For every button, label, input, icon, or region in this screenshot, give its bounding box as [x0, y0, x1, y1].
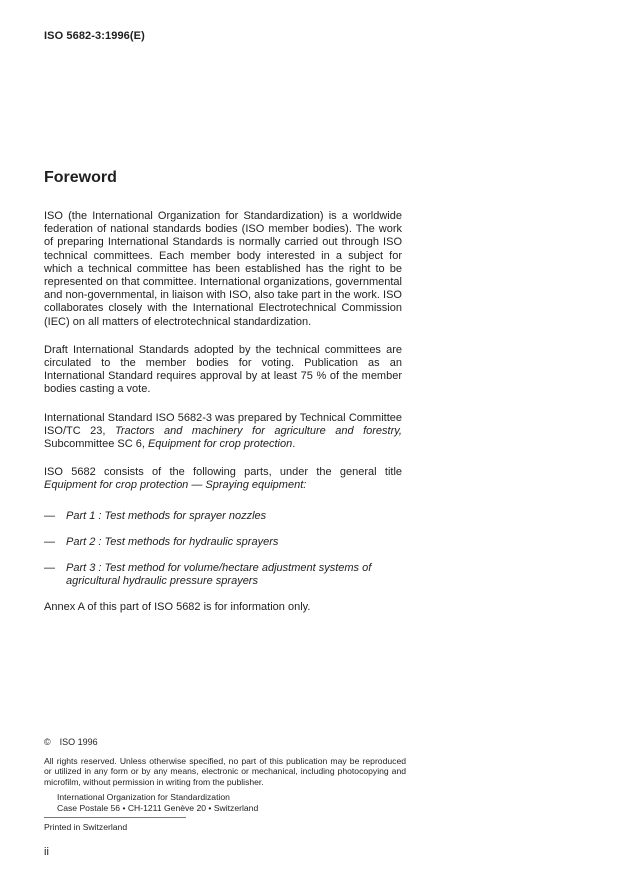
text-run-italic: Tractors and machinery for agriculture and forestry,	[114, 424, 402, 437]
foreword-title: Foreword	[44, 169, 117, 186]
text-run-italic: Equipment for crop protection	[147, 438, 293, 451]
text-run: .	[292, 438, 296, 451]
annex-note: Annex A of this part of ISO 5682 is for information only.	[44, 601, 311, 614]
paragraph-draft-standards: Draft International Standards adopted by the technical committees are circulated to the member bodies for voting. Publication as an International Standard requires approval by at least 75 % of the member bodies casting a vote.	[44, 343, 402, 396]
publisher-name: International Organization for Standardization	[57, 792, 230, 803]
parts-list	[44, 510, 402, 589]
text-run: ISO 5682 consists of the following parts, under the general title	[44, 466, 402, 479]
copyright-text: ISO 1996	[59, 737, 98, 747]
page-footer	[44, 737, 406, 832]
printed-in-line: Printed in Switzerland	[44, 821, 128, 832]
publisher-block	[44, 792, 406, 813]
paragraph-committee	[44, 412, 402, 452]
footer-divider	[44, 817, 186, 818]
list-item-text: Part 1 : Test methods for sprayer nozzles	[66, 509, 267, 522]
copyright-icon: ©	[44, 737, 51, 747]
text-run: International Standard ISO 5682-3 was prepared by Technical Committee ISO/TC 23,	[44, 411, 402, 437]
list-dash: —	[44, 562, 55, 575]
paragraph-iso-description: ISO (the International Organization for Standardization) is a worldwide federation of national standards bodies (ISO member bodies). The work of preparing International Standards is normally carried out through ISO technical committees. Each member body interested in a subject for which a technical committee has been established has the right to be represented on that committee. International organizations, governmental and non-governmental, in liaison with ISO, also take part in the work. ISO collaborates closely with the International Electrotechnical Commission (IEC) on all matters of electrotechnical standardization.	[44, 210, 402, 328]
copyright-line	[44, 737, 406, 748]
text-run: Subcommittee SC 6,	[44, 438, 148, 451]
list-item-part3	[44, 562, 402, 588]
page-number: ii	[44, 846, 49, 858]
list-item-part1	[44, 510, 402, 523]
document-reference: ISO 5682-3:1996(E)	[44, 30, 145, 42]
list-dash: —	[44, 535, 55, 548]
list-item-part2	[44, 536, 402, 549]
page-content	[44, 30, 402, 615]
text-run-italic: Equipment for crop protection — Spraying equipment:	[44, 479, 307, 492]
paragraph-parts-intro	[44, 466, 402, 492]
publisher-address: Case Postale 56 • CH-1211 Genève 20 • Switzerland	[57, 802, 259, 813]
list-item-text: Part 2 : Test methods for hydraulic sprayers	[66, 535, 279, 548]
rights-notice: All rights reserved. Unless otherwise specified, no part of this publication may be reproduced or utilized in any form or by any means, electronic or mechanical, including photocopying and microfilm, without permission in writing from the publisher.	[44, 755, 406, 787]
list-dash: —	[44, 509, 55, 522]
list-item-text: Part 3 : Test method for volume/hectare adjustment systems of agricultural hydraulic pressure sprayers	[66, 562, 372, 588]
